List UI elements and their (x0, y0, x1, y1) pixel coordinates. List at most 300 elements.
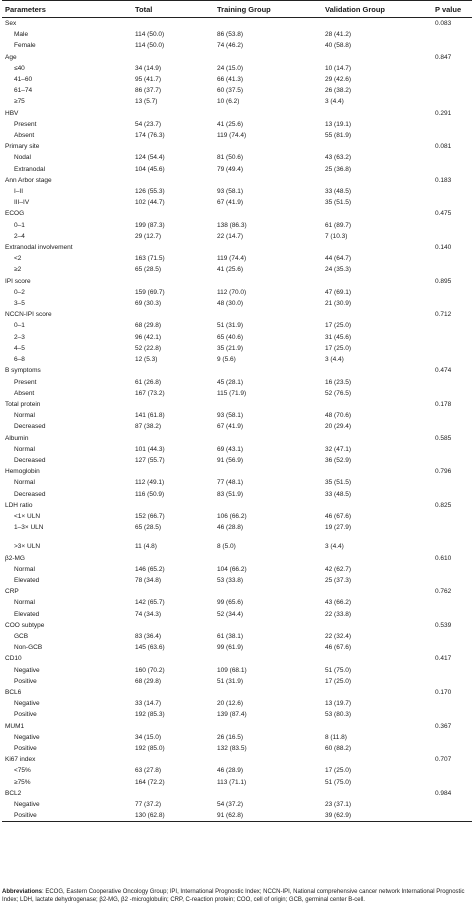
cell-validation: 20 (29.4) (325, 423, 352, 431)
cell-validation: 13 (19.1) (325, 120, 352, 128)
cell-total: 192 (85.0) (135, 745, 165, 752)
cell-validation: 3 (4.4) (325, 356, 344, 364)
cell-validation: 25 (36.8) (325, 165, 352, 173)
cell-parameter: Positive (14, 677, 37, 685)
cell-p-value: 0.707 (435, 756, 452, 764)
cell-training: 67 (41.9) (217, 199, 244, 207)
cell-training: 53 (33.8) (217, 576, 244, 584)
cell-validation (322, 653, 432, 664)
cell-total (132, 754, 214, 765)
cell-total: 145 (63.6) (135, 644, 165, 652)
cell-p-value: 0.367 (435, 722, 452, 730)
cell-p-value (432, 388, 472, 399)
cell-total: 86 (37.7) (135, 87, 162, 95)
cell-p-value: 0.610 (435, 554, 452, 562)
cell-parameter: NCCN-IPI score (5, 311, 52, 319)
cell-p-value (432, 575, 472, 586)
table-row-subcategory (2, 377, 472, 388)
cell-training: 93 (58.1) (217, 412, 244, 420)
cell-p-value: 0.170 (435, 688, 452, 696)
table-row-category (2, 788, 472, 799)
cell-total: 87 (38.2) (135, 423, 162, 431)
cell-parameter: Non-GCB (14, 644, 43, 652)
cell-parameter: Albumin (5, 434, 29, 442)
cell-validation: 10 (14.7) (325, 64, 352, 72)
cell-parameter: Elevated (14, 576, 40, 584)
cell-parameter: Female (14, 42, 36, 50)
cell-parameter: ≤40 (14, 64, 25, 72)
cell-training: 8 (5.0) (217, 543, 236, 551)
table-body (2, 18, 472, 822)
cell-parameter: <1× ULN (14, 512, 41, 520)
cell-parameter: Ann Arbor stage (5, 176, 52, 184)
cell-validation: 3 (4.4) (325, 543, 344, 551)
cell-parameter: Ki67 index (5, 756, 36, 764)
table-row-category (2, 620, 472, 631)
cell-training: 132 (83.5) (217, 745, 247, 752)
cell-total: 11 (4.8) (135, 543, 157, 551)
cell-training: 83 (51.9) (217, 490, 244, 498)
cell-training: 61 (38.1) (217, 632, 244, 640)
cell-parameter: Extranodal (14, 165, 46, 173)
cell-parameter: 61–74 (14, 87, 33, 95)
cell-training (214, 466, 322, 477)
table-gap-row (2, 533, 472, 541)
table-row-subcategory (2, 85, 472, 96)
cell-total: 160 (70.2) (135, 666, 165, 674)
table-row-subcategory (2, 609, 472, 620)
cell-parameter: I–II (14, 188, 24, 196)
cell-validation (322, 208, 432, 219)
cell-training: 24 (15.0) (217, 64, 244, 72)
table-row-subcategory (2, 354, 472, 365)
cell-validation: 61 (89.7) (325, 221, 352, 229)
cell-parameter: Decreased (14, 423, 46, 431)
table-row-category (2, 108, 472, 119)
table-row-category (2, 586, 472, 597)
cell-total (132, 365, 214, 376)
cell-p-value (432, 85, 472, 96)
cell-total: 127 (55.7) (135, 456, 165, 464)
cell-training: 51 (31.9) (217, 322, 244, 330)
table-row-subcategory (2, 264, 472, 275)
cell-total: 163 (71.5) (135, 255, 165, 263)
cell-validation: 46 (67.6) (325, 512, 352, 520)
header-p-value: P value (432, 1, 472, 18)
cell-parameter: 0–1 (14, 322, 25, 330)
cell-total: 83 (36.4) (135, 632, 162, 640)
cell-p-value: 0.847 (435, 53, 452, 61)
table-row-category (2, 433, 472, 444)
cell-p-value: 0.762 (435, 588, 452, 596)
cell-validation (322, 788, 432, 799)
cell-validation (322, 553, 432, 564)
cell-parameter: Normal (14, 412, 35, 420)
table-row-subcategory (2, 74, 472, 85)
cell-training (214, 553, 322, 564)
cell-total: 167 (73.2) (135, 389, 165, 397)
cell-training (214, 108, 322, 119)
table-row-category (2, 365, 472, 376)
cell-parameter: MUM1 (5, 722, 25, 730)
header-total: Total (132, 1, 214, 18)
cell-p-value (432, 799, 472, 810)
table-row-subcategory (2, 777, 472, 788)
cell-validation: 17 (25.0) (325, 767, 352, 775)
cell-validation (322, 399, 432, 410)
cell-validation: 40 (58.8) (325, 42, 352, 50)
table-row-category (2, 553, 472, 564)
cell-total (132, 721, 214, 732)
cell-p-value: 0.474 (435, 367, 452, 375)
cell-training: 93 (58.1) (217, 188, 244, 196)
cell-validation (322, 500, 432, 511)
cell-p-value (432, 96, 472, 107)
table-row-subcategory (2, 320, 472, 331)
table-row-category (2, 687, 472, 698)
cell-total (132, 433, 214, 444)
cell-p-value (432, 732, 472, 743)
cell-validation (322, 687, 432, 698)
cell-p-value (432, 489, 472, 500)
table-row-category (2, 754, 472, 765)
cell-validation (322, 466, 432, 477)
cell-training: 46 (28.9) (217, 767, 244, 775)
cell-validation: 29 (42.6) (325, 76, 352, 84)
cell-validation: 16 (23.5) (325, 378, 352, 386)
baseline-characteristics-table (2, 0, 472, 822)
table-row-category (2, 500, 472, 511)
cell-parameter: Decreased (14, 490, 46, 498)
cell-validation: 31 (45.6) (325, 333, 352, 341)
table-row-subcategory (2, 231, 472, 242)
cell-p-value (432, 186, 472, 197)
cell-total: 69 (30.3) (135, 300, 162, 308)
cell-parameter: GCB (14, 632, 29, 640)
cell-total: 65 (28.5) (135, 524, 162, 532)
cell-p-value (432, 564, 472, 575)
cell-parameter: LDH ratio (5, 501, 33, 509)
cell-p-value (432, 332, 472, 343)
cell-training: 52 (34.4) (217, 610, 244, 618)
cell-total: 29 (12.7) (135, 232, 162, 240)
cell-training (214, 721, 322, 732)
cell-validation (322, 52, 432, 63)
cell-p-value (432, 541, 472, 552)
cell-validation: 17 (25.0) (325, 677, 352, 685)
cell-total: 104 (45.6) (135, 165, 165, 173)
cell-p-value (432, 631, 472, 642)
cell-p-value (432, 522, 472, 533)
cell-parameter: Elevated (14, 610, 40, 618)
table-row-subcategory (2, 642, 472, 653)
cell-parameter: Positive (14, 745, 37, 752)
cell-training (214, 653, 322, 664)
cell-training (214, 433, 322, 444)
cell-total (132, 18, 214, 30)
cell-training: 60 (37.5) (217, 87, 244, 95)
cell-validation (322, 175, 432, 186)
cell-p-value (432, 130, 472, 141)
table-row-subcategory (2, 220, 472, 231)
cell-p-value: 0.291 (435, 109, 452, 117)
cell-parameter: Positive (14, 711, 37, 719)
table-row-subcategory (2, 164, 472, 175)
cell-validation: 25 (37.3) (325, 576, 352, 584)
cell-parameter: Total protein (5, 400, 41, 408)
table-row-subcategory (2, 63, 472, 74)
table-row-category (2, 466, 472, 477)
table-row-subcategory (2, 522, 472, 533)
cell-p-value (432, 264, 472, 275)
cell-p-value (432, 220, 472, 231)
cell-total (132, 309, 214, 320)
table-header-row (2, 1, 472, 18)
table-row-subcategory (2, 477, 472, 488)
table-row-subcategory (2, 197, 472, 208)
table-row-subcategory (2, 489, 472, 500)
cell-parameter: Normal (14, 599, 35, 607)
table-row-subcategory (2, 698, 472, 709)
cell-parameter: ≥75% (14, 778, 31, 786)
cell-p-value (432, 164, 472, 175)
cell-parameter: Male (14, 31, 29, 39)
cell-p-value (432, 63, 472, 74)
abbreviations-text: : ECOG, Eastern Cooperative Oncology Group; IPI, International Prognostic Index; NCCN-IPI, National comprehensive cancer network International Prognostic Index; LDH, lactate dehydrogenase; β2-MG, β2 -microglobulin; CRP, C-reaction protein; COO, cell of origin; GCB, germinal center B-cell. (2, 889, 465, 903)
cell-parameter: CD10 (5, 655, 22, 663)
cell-total: 114 (50.0) (135, 42, 165, 50)
table-row-subcategory (2, 765, 472, 776)
cell-validation: 13 (19.7) (325, 700, 352, 708)
cell-validation: 33 (48.5) (325, 490, 352, 498)
cell-training: 48 (30.0) (217, 300, 244, 308)
cell-validation (322, 620, 432, 631)
table-row-subcategory (2, 631, 472, 642)
cell-validation: 42 (62.7) (325, 565, 352, 573)
abbreviations-footnote (2, 888, 472, 904)
cell-validation (322, 721, 432, 732)
cell-training: 119 (74.4) (217, 132, 247, 140)
cell-parameter: III–IV (14, 199, 30, 207)
table-row-category (2, 52, 472, 63)
cell-validation (322, 433, 432, 444)
cell-total (132, 653, 214, 664)
cell-validation: 36 (52.9) (325, 456, 352, 464)
cell-training (214, 399, 322, 410)
cell-total (132, 175, 214, 186)
cell-validation: 48 (70.6) (325, 412, 352, 420)
cell-parameter: Negative (14, 801, 40, 809)
cell-total (132, 52, 214, 63)
cell-validation: 17 (25.0) (325, 344, 352, 352)
cell-training: 69 (43.1) (217, 445, 244, 453)
cell-total: 152 (66.7) (135, 512, 165, 520)
cell-validation (322, 141, 432, 152)
cell-total: 65 (28.5) (135, 266, 162, 274)
cell-validation: 60 (88.2) (325, 745, 352, 752)
table-row-subcategory (2, 96, 472, 107)
cell-training: 91 (56.9) (217, 456, 244, 464)
cell-training: 81 (50.6) (217, 154, 244, 162)
cell-parameter: Normal (14, 479, 35, 487)
cell-total: 12 (5.3) (135, 356, 158, 364)
cell-p-value: 0.417 (435, 655, 452, 663)
table-row-category (2, 399, 472, 410)
table-row-category (2, 309, 472, 320)
cell-p-value (432, 343, 472, 354)
cell-validation: 51 (75.0) (325, 666, 352, 674)
cell-validation: 55 (81.9) (325, 132, 352, 140)
table-row-subcategory (2, 40, 472, 51)
cell-p-value (432, 40, 472, 51)
cell-validation (322, 365, 432, 376)
cell-total: 34 (15.0) (135, 733, 162, 741)
cell-p-value (432, 29, 472, 40)
cell-parameter: 3–5 (14, 300, 25, 308)
cell-total: 34 (14.9) (135, 64, 162, 72)
table-row-subcategory (2, 743, 472, 754)
cell-p-value (432, 253, 472, 264)
cell-training: 65 (40.6) (217, 333, 244, 341)
cell-p-value: 0.183 (435, 176, 452, 184)
cell-training: 119 (74.4) (217, 255, 247, 263)
cell-total: 116 (50.9) (135, 490, 165, 498)
cell-training: 115 (71.9) (217, 389, 247, 397)
table-row-subcategory (2, 665, 472, 676)
table-row-category (2, 141, 472, 152)
cell-validation: 43 (66.2) (325, 599, 352, 607)
cell-training (214, 586, 322, 597)
cell-validation (322, 242, 432, 253)
cell-training: 20 (12.6) (217, 700, 244, 708)
cell-validation (322, 754, 432, 765)
cell-total: 141 (61.8) (135, 412, 165, 420)
cell-parameter: Absent (14, 389, 35, 397)
cell-training: 106 (66.2) (217, 512, 247, 520)
cell-parameter: B symptoms (5, 367, 41, 375)
cell-validation: 39 (62.9) (322, 810, 432, 822)
abbreviations-label: Abbreviations (2, 889, 43, 895)
cell-training: 112 (70.0) (217, 288, 247, 296)
cell-p-value: 0.585 (435, 434, 452, 442)
cell-training (214, 309, 322, 320)
cell-validation: 22 (33.8) (325, 610, 352, 618)
cell-parameter: CRP (5, 588, 19, 596)
cell-training (214, 687, 322, 698)
cell-parameter: Age (5, 53, 17, 61)
table-row-subcategory (2, 597, 472, 608)
cell-training: 26 (16.5) (217, 733, 244, 741)
cell-total: 52 (22.8) (135, 344, 162, 352)
cell-training (214, 754, 322, 765)
cell-parameter: Negative (14, 733, 40, 741)
cell-p-value (432, 444, 472, 455)
cell-parameter: 2–4 (14, 232, 25, 240)
cell-total: 95 (41.7) (135, 76, 162, 84)
cell-parameter: <75% (14, 767, 31, 775)
cell-training: 41 (25.6) (217, 120, 244, 128)
header-parameters: Parameters (2, 1, 132, 18)
cell-total: 33 (14.7) (135, 700, 162, 708)
cell-training: 67 (41.9) (217, 423, 244, 431)
table-row-subcategory (2, 298, 472, 309)
cell-total: 174 (76.3) (135, 132, 165, 140)
cell-total (132, 399, 214, 410)
table-row-subcategory (2, 332, 472, 343)
table-row-subcategory (2, 444, 472, 455)
cell-validation: 28 (41.2) (325, 31, 352, 39)
cell-validation: 8 (11.8) (325, 733, 347, 741)
cell-training: 104 (66.2) (217, 565, 247, 573)
cell-total (132, 586, 214, 597)
cell-validation: 46 (67.6) (325, 644, 352, 652)
cell-p-value (432, 197, 472, 208)
cell-validation: 43 (63.2) (325, 154, 352, 162)
cell-validation: 35 (51.5) (325, 199, 352, 207)
cell-p-value (432, 810, 472, 822)
table-row-subcategory (2, 287, 472, 298)
table-row-category (2, 721, 472, 732)
cell-parameter: BCL6 (5, 688, 22, 696)
cell-total: 96 (42.1) (135, 333, 162, 341)
cell-p-value (432, 642, 472, 653)
cell-total: 164 (72.2) (135, 778, 165, 786)
cell-parameter: Normal (14, 565, 35, 573)
cell-total: 114 (50.0) (135, 31, 165, 39)
cell-p-value: 0.083 (435, 20, 452, 27)
table-row-subcategory (2, 410, 472, 421)
cell-total (132, 687, 214, 698)
cell-p-value (432, 777, 472, 788)
cell-parameter: IPI score (5, 277, 31, 285)
cell-parameter: 41–60 (14, 76, 33, 84)
cell-total (132, 788, 214, 799)
cell-total (132, 242, 214, 253)
table-row-subcategory (2, 732, 472, 743)
cell-parameter: Primary site (5, 143, 40, 151)
cell-training: 86 (53.8) (217, 31, 244, 39)
cell-validation (322, 276, 432, 287)
cell-validation: 47 (69.1) (325, 288, 352, 296)
cell-parameter: Hemoglobin (5, 468, 40, 476)
table-row-subcategory (2, 343, 472, 354)
cell-p-value (432, 511, 472, 522)
cell-p-value (432, 74, 472, 85)
cell-training: 138 (86.3) (217, 221, 247, 229)
table-row-subcategory (2, 455, 472, 466)
cell-validation (322, 18, 432, 30)
cell-p-value: 0.178 (435, 400, 452, 408)
cell-training (214, 276, 322, 287)
cell-parameter: Nodal (14, 154, 31, 162)
cell-validation: 51 (75.0) (325, 778, 352, 786)
cell-p-value (432, 477, 472, 488)
cell-training (214, 620, 322, 631)
cell-training: 109 (68.1) (217, 666, 247, 674)
cell-training: 51 (31.9) (217, 677, 244, 685)
cell-p-value: 0.539 (435, 621, 452, 629)
cell-parameter: Present (14, 378, 37, 386)
table-row-category (2, 653, 472, 664)
cell-parameter: COO subtype (5, 621, 45, 629)
cell-training: 9 (5.6) (217, 356, 236, 364)
cell-validation: 53 (80.3) (325, 711, 352, 719)
cell-total (132, 620, 214, 631)
cell-parameter: Extranodal involvement (5, 244, 73, 252)
header-validation-group: Validation Group (322, 1, 432, 18)
table-row-subcategory (2, 799, 472, 810)
cell-total: 112 (49.1) (135, 479, 165, 487)
